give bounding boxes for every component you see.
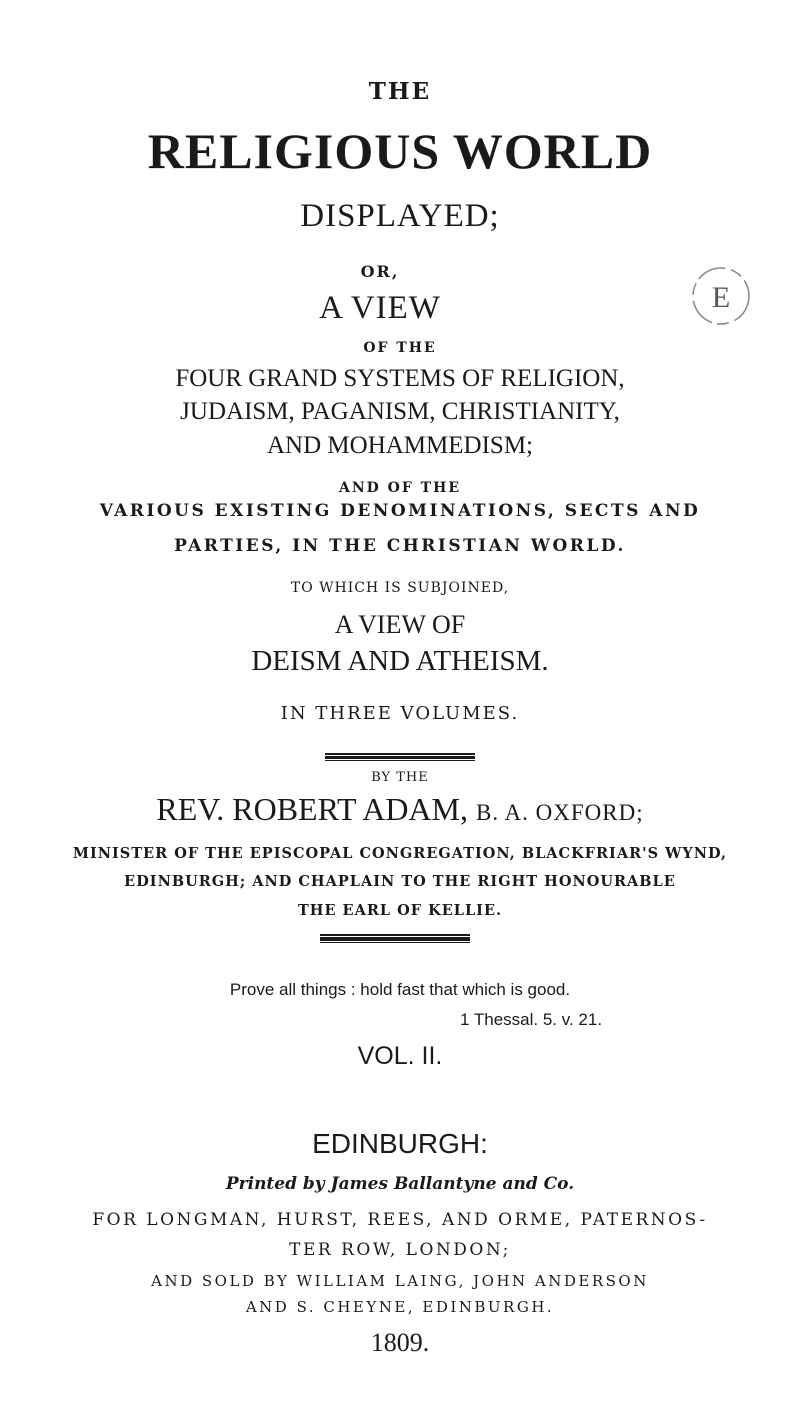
denominations-line-1: VARIOUS EXISTING DENOMINATIONS, SECTS AND <box>99 501 701 521</box>
and-of-the: AND OF THE <box>339 480 461 496</box>
imprint-city: EDINBURGH: <box>312 1128 488 1159</box>
library-stamp-icon <box>690 265 752 327</box>
minister-line-3: THE EARL OF KELLIE. <box>297 902 503 919</box>
subtitle-line-3: AND MOHAMMEDISM; <box>267 432 533 459</box>
title-of-the: OF THE <box>363 340 437 356</box>
main-title: RELIGIOUS WORLD <box>147 123 653 179</box>
publisher-line-4: AND S. CHEYNE, EDINBURGH. <box>245 1298 555 1316</box>
publication-year: 1809. <box>370 1328 430 1357</box>
publisher-line-3: AND SOLD BY WILLIAM LAING, JOHN ANDERSON <box>151 1272 649 1290</box>
author-line <box>0 791 800 828</box>
volume-number: VOL. II. <box>357 1042 443 1070</box>
subtitle-line-1: FOUR GRAND SYSTEMS OF RELIGION, <box>175 365 625 392</box>
publisher-line-1: FOR LONGMAN, HURST, REES, AND ORME, PATERNOS- <box>92 1210 708 1230</box>
author-name: REV. ROBERT ADAM, <box>156 791 468 827</box>
volumes-line: IN THREE VOLUMES. <box>280 703 520 724</box>
subtitle-line-2: JUDAISM, PAGANISM, CHRISTIANITY, <box>180 398 620 425</box>
minister-line-1: MINISTER OF THE EPISCOPAL CONGREGATION, BLACKFRIAR'S WYND, <box>72 845 728 862</box>
publisher-line-2: TER ROW, LONDON; <box>289 1240 511 1260</box>
stamp-letter: E <box>711 281 731 314</box>
epigraph: Prove all things : hold fast that which is good. <box>229 980 571 999</box>
title-displayed: DISPLAYED; <box>300 198 500 234</box>
title-article: THE <box>368 78 432 105</box>
ornamental-rule-top <box>325 753 475 761</box>
by-the: BY THE <box>371 770 429 785</box>
ornamental-rule-bottom <box>320 934 470 943</box>
minister-line-2: EDINBURGH; AND CHAPLAIN TO THE RIGHT HONOURABLE <box>124 873 676 890</box>
author-degree: B. A. OXFORD; <box>475 800 644 825</box>
title-a-view: A VIEW <box>319 290 441 326</box>
printer-line: Printed by James Ballantyne and Co. <box>225 1174 575 1194</box>
epigraph-citation: 1 Thessal. 5. v. 21. <box>460 1010 603 1029</box>
title-or: OR, <box>360 262 400 281</box>
denominations-line-2: PARTIES, IN THE CHRISTIAN WORLD. <box>174 536 626 556</box>
deism-atheism: DEISM AND ATHEISM. <box>251 645 549 677</box>
subjoined-line: TO WHICH IS SUBJOINED, <box>290 580 510 596</box>
a-view-of: A VIEW OF <box>334 610 466 639</box>
